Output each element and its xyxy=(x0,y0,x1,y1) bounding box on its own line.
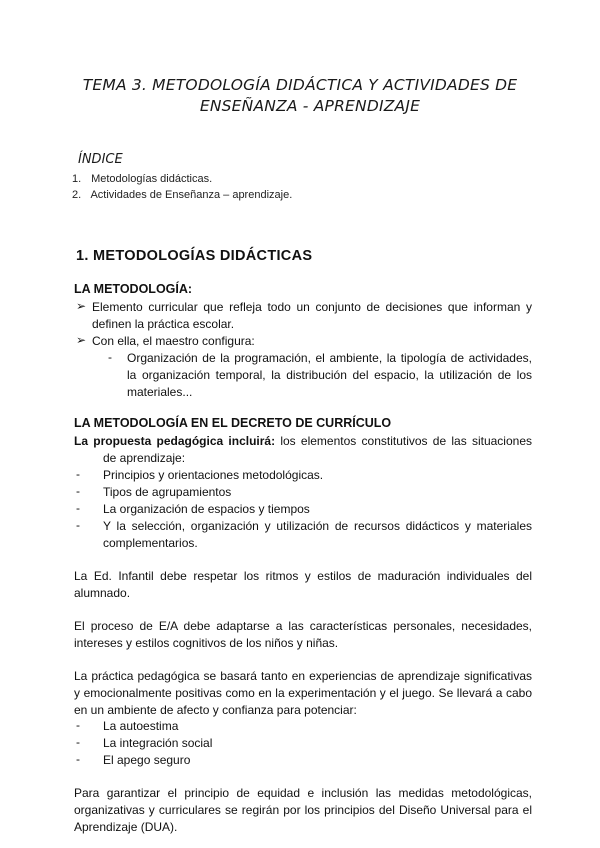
index-item-number: 2. xyxy=(72,189,82,201)
subsection-heading-decreto: LA METODOLOGÍA EN EL DECRETO DE CURRÍCULO xyxy=(74,416,392,430)
bullet-text: definen la práctica escolar. xyxy=(92,317,235,331)
sub-bullet-text: materiales... xyxy=(127,385,193,399)
index-item xyxy=(72,173,212,185)
index-item-number: 1. xyxy=(72,173,82,185)
index-item-label: Actividades de Enseñanza – aprendizaje. xyxy=(90,189,293,201)
paragraph: Para garantizar el principio de equidad e inclusión las medidas metodológicas, xyxy=(74,786,532,800)
list-item: Tipos de agrupamientos xyxy=(103,485,232,499)
sub-bullet-text: la organización temporal, la distribución del espacio, la utilización de los xyxy=(127,368,532,382)
bullet-arrow-icon: ➢ xyxy=(76,299,87,313)
lead-bold: La propuesta pedagógica incluirá: xyxy=(74,434,276,448)
lead-paragraph-cont: de aprendizaje: xyxy=(103,451,186,465)
paragraph: Aprendizaje (DUA). xyxy=(74,820,178,834)
lead-paragraph xyxy=(74,433,532,449)
document-title-line-1: TEMA 3. METODOLOGÍA DIDÁCTICA Y ACTIVIDADES DE xyxy=(82,76,518,94)
bullet-text: Elemento curricular que refleja todo un conjunto de decisiones que informan y xyxy=(92,300,532,314)
list-item: La integración social xyxy=(103,736,213,750)
paragraph: El proceso de E/A debe adaptarse a las características personales, necesidades, xyxy=(74,619,532,633)
list-item: Y la selección, organización y utilización de recursos didácticos y materiales xyxy=(103,519,532,533)
lead-rest: los elementos constitutivos de las situaciones xyxy=(275,434,532,448)
subsection-heading-metodologia: LA METODOLOGÍA: xyxy=(74,282,193,296)
dash-marker: - xyxy=(108,350,112,364)
bullet-text: Con ella, el maestro configura: xyxy=(92,334,255,348)
list-item: La autoestima xyxy=(103,719,179,733)
index-item xyxy=(72,189,292,201)
paragraph: La práctica pedagógica se basará tanto en experiencias de aprendizaje significativas xyxy=(74,669,532,683)
list-item: El apego seguro xyxy=(103,753,191,767)
dash-marker: - xyxy=(76,752,80,766)
bullet-arrow-icon: ➢ xyxy=(76,333,87,347)
dash-marker: - xyxy=(76,718,80,732)
document-title-line-2: ENSEÑANZA - APRENDIZAJE xyxy=(199,97,421,115)
paragraph: alumnado. xyxy=(74,586,131,600)
list-item: La organización de espacios y tiempos xyxy=(103,502,310,516)
list-item-cont: complementarios. xyxy=(103,536,198,550)
paragraph: en un ambiente de afecto y confianza para potenciar: xyxy=(74,703,357,717)
dash-marker: - xyxy=(76,501,80,515)
index-item-label: Metodologías didácticas. xyxy=(91,173,213,185)
list-item: Principios y orientaciones metodológicas. xyxy=(103,468,324,482)
dash-marker: - xyxy=(76,467,80,481)
dash-marker: - xyxy=(76,735,80,749)
section-heading: 1. METODOLOGÍAS DIDÁCTICAS xyxy=(76,248,313,264)
sub-bullet-text: Organización de la programación, el ambiente, la tipología de actividades, xyxy=(127,351,532,365)
paragraph: organizativas y curriculares se regirán por los principios del Diseño Universal para el xyxy=(74,803,532,817)
paragraph: intereses y estilos cognitivos de los niños y niñas. xyxy=(74,636,339,650)
dash-marker: - xyxy=(76,518,80,532)
paragraph: La Ed. Infantil debe respetar los ritmos y estilos de maduración individuales del xyxy=(74,569,532,583)
paragraph: y emocionalmente positivas como en la experimentación y el juego. Se llevará a cabo xyxy=(74,686,532,700)
index-heading: ÍNDICE xyxy=(78,152,123,167)
dash-marker: - xyxy=(76,484,80,498)
